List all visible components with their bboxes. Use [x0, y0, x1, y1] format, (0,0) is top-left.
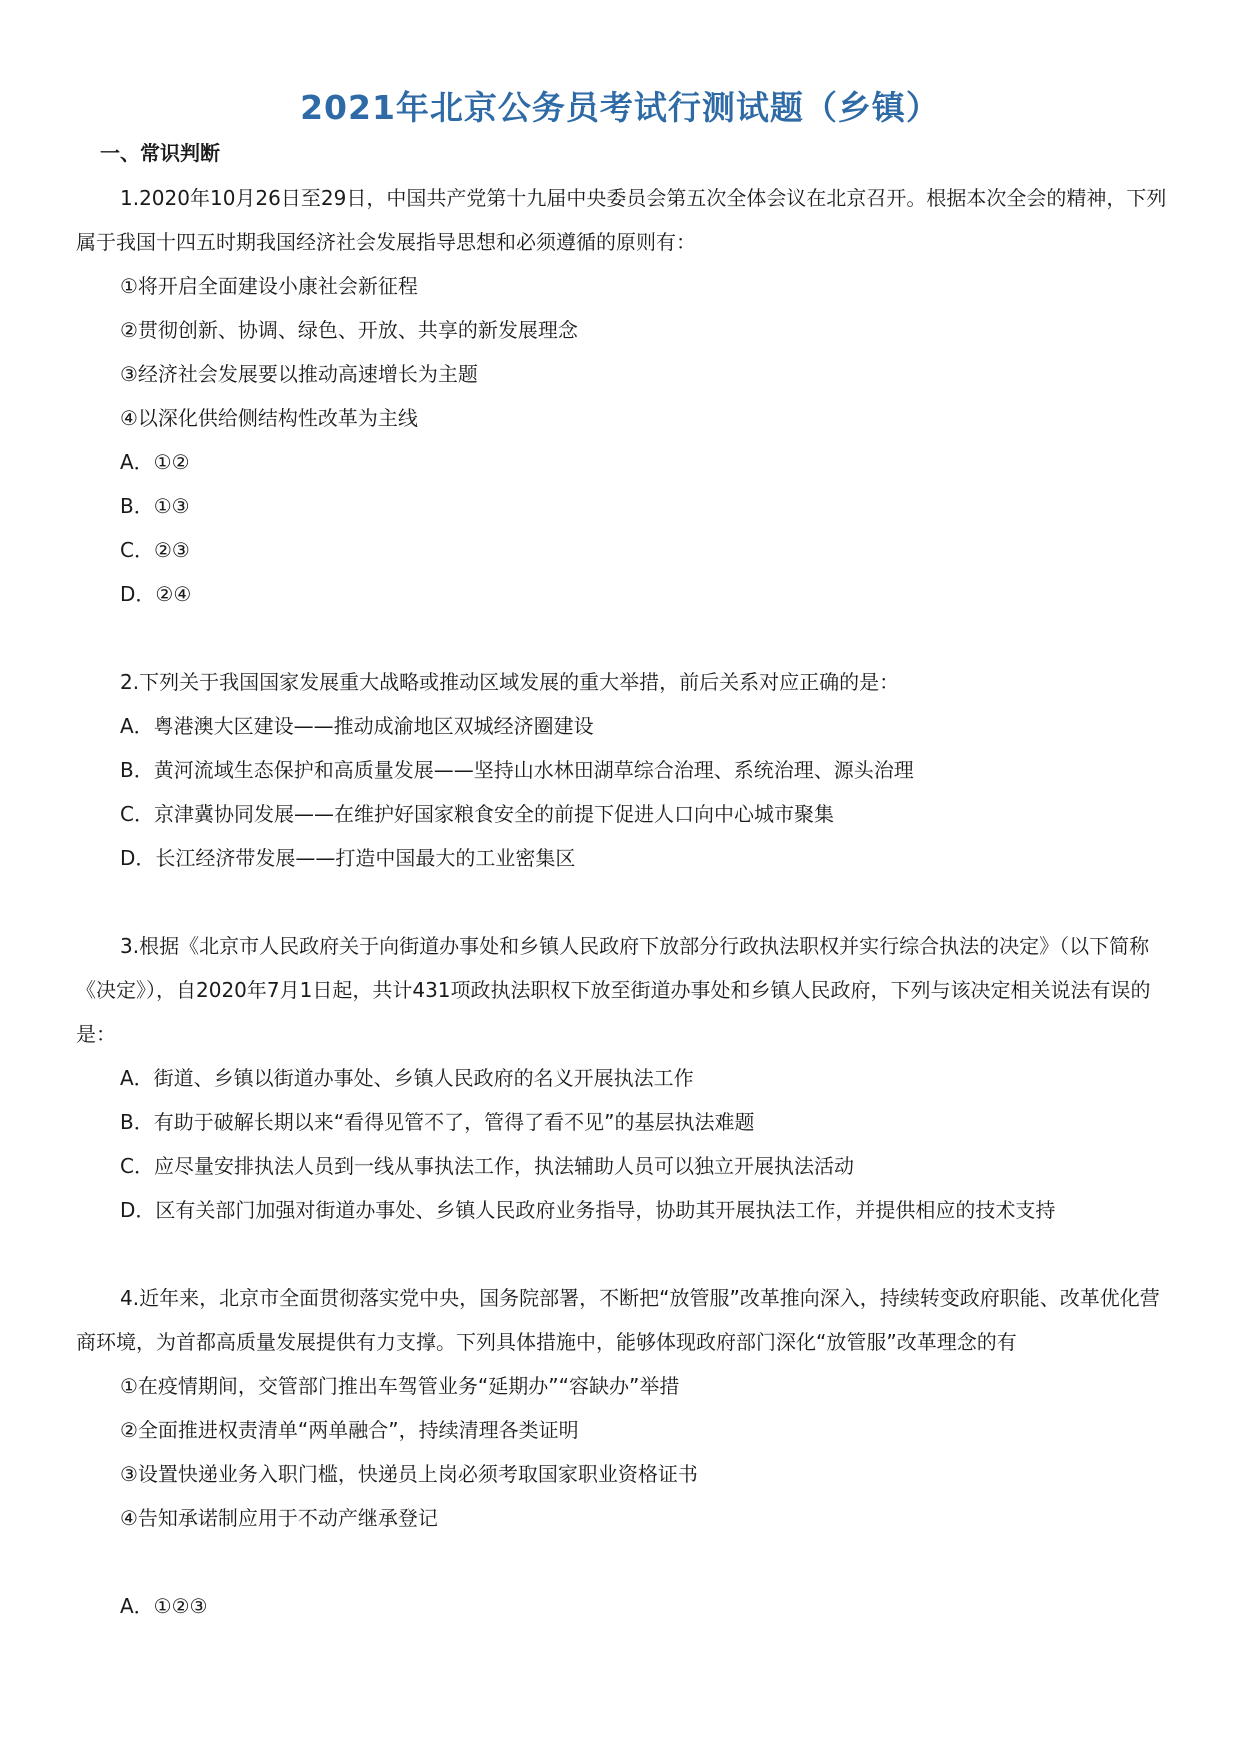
section-heading: 一、常识判断 — [100, 141, 220, 165]
answer-option: C．②③ — [120, 538, 190, 562]
question-item: ④以深化供给侧结构性改革为主线 — [120, 406, 418, 430]
answer-option: A．①② — [120, 450, 190, 474]
question-item: ③设置快递业务入职门槛，快递员上岗必须考取国家职业资格证书 — [120, 1462, 698, 1486]
answer-option: B．有助于破解长期以来“看得见管不了，管得了看不见”的基层执法难题 — [120, 1110, 755, 1134]
question-stem: 1.2020年10月26日至29日，中国共产党第十九届中央委员会第五次全体会议在北京召开。根据本次全会的精神，下列属于我国十四五时期我国经济社会发展指导思想和必须遵循的原则有： — [76, 186, 1167, 254]
question-item: ③经济社会发展要以推动高速增长为主题 — [120, 362, 478, 386]
answer-option: A．粤港澳大区建设——推动成渝地区双城经济圈建设 — [120, 714, 594, 738]
document-title: 2021年北京公务员考试行测试题（乡镇） — [300, 88, 940, 127]
answer-option: A．街道、乡镇以街道办事处、乡镇人民政府的名义开展执法工作 — [120, 1066, 694, 1090]
answer-option: D．②④ — [120, 582, 192, 606]
answer-option: D．长江经济带发展——打造中国最大的工业密集区 — [120, 846, 576, 870]
paragraph-gap — [76, 1232, 1172, 1276]
question-3 — [76, 924, 1172, 1232]
answer-option: D．区有关部门加强对街道办事处、乡镇人民政府业务指导，协助其开展执法工作，并提供相应的技术支持 — [120, 1198, 1056, 1222]
paragraph-gap — [76, 1540, 1172, 1584]
question-stem: 4.近年来，北京市全面贯彻落实党中央，国务院部署，不断把“放管服”改革推向深入，持续转变政府职能、改革优化营商环境，为首都高质量发展提供有力支撑。下列具体措施中，能够体现政府部门深化“放管服”改革理念的有 — [76, 1286, 1160, 1354]
question-item: ②全面推进权责清单“两单融合”，持续清理各类证明 — [120, 1418, 579, 1442]
document-body — [76, 176, 1172, 1628]
paragraph-gap — [76, 880, 1172, 924]
answer-option: C．应尽量安排执法人员到一线从事执法工作，执法辅助人员可以独立开展执法活动 — [120, 1154, 854, 1178]
question-item: ①将开启全面建设小康社会新征程 — [120, 274, 418, 298]
question-stem: 3.根据《北京市人民政府关于向街道办事处和乡镇人民政府下放部分行政执法职权并实行综合执法的决定》（以下简称《决定》），自2020年7月1日起，共计431项政执法职权下放至街道办事处和乡镇人民政府，下列与该决定相关说法有误的是： — [76, 934, 1151, 1046]
answer-option: A．①②③ — [120, 1594, 208, 1618]
question-stem: 2.下列关于我国国家发展重大战略或推动区域发展的重大举措，前后关系对应正确的是： — [120, 670, 900, 694]
answer-option: B．①③ — [120, 494, 190, 518]
question-item: ④告知承诺制应用于不动产继承登记 — [120, 1506, 438, 1530]
question-item: ②贯彻创新、协调、绿色、开放、共享的新发展理念 — [120, 318, 578, 342]
paragraph-gap — [76, 616, 1172, 660]
question-item: ①在疫情期间，交管部门推出车驾管业务“延期办”“容缺办”举措 — [120, 1374, 680, 1398]
question-2 — [76, 660, 1172, 880]
answer-option: C．京津冀协同发展——在维护好国家粮食安全的前提下促进人口向中心城市聚集 — [120, 802, 834, 826]
answer-option: B．黄河流域生态保护和高质量发展——坚持山水林田湖草综合治理、系统治理、源头治理 — [120, 758, 914, 782]
question-1 — [76, 176, 1172, 616]
question-4 — [76, 1276, 1172, 1628]
